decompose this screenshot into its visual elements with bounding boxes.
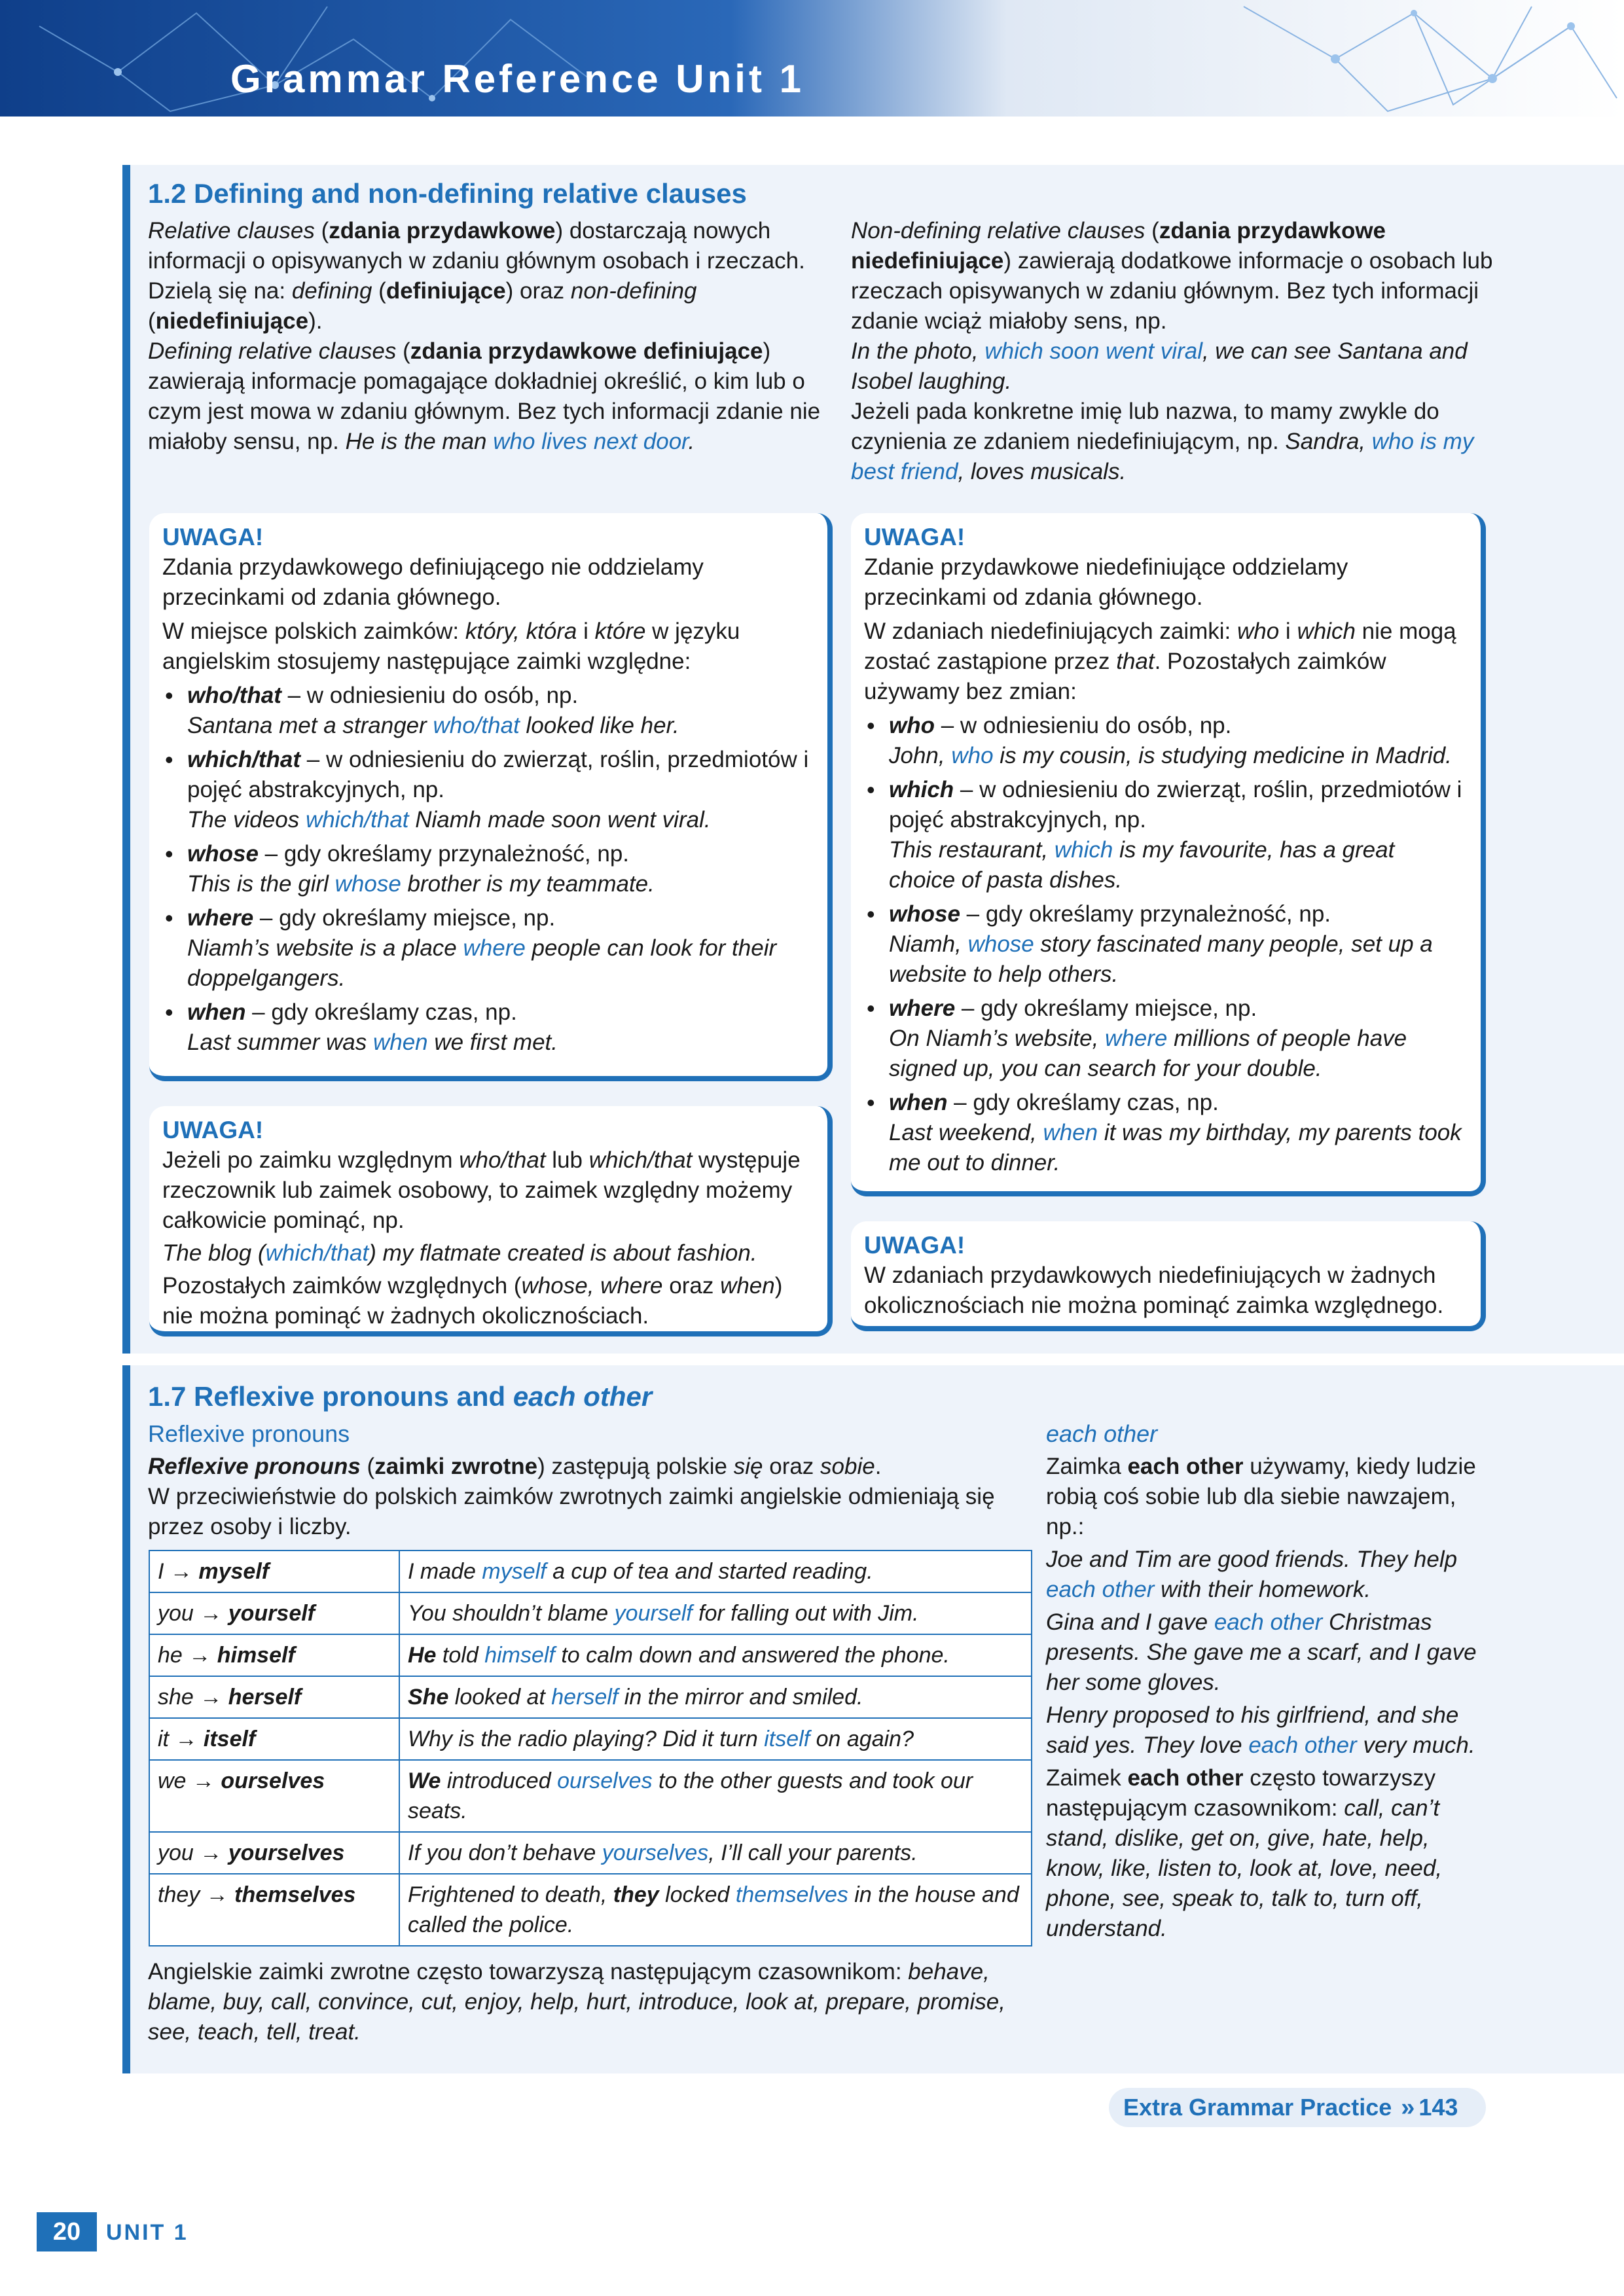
list-item: • when – gdy określamy czas, np. Last summer was when we first met. xyxy=(162,997,810,1058)
extra-practice-page: 143 xyxy=(1418,2094,1458,2121)
note-label: UWAGA! xyxy=(162,1117,264,1143)
table-row xyxy=(149,1718,1032,1760)
example-cell: He told himself to calm down and answered the phone. xyxy=(399,1634,1032,1676)
pronoun-cell: he → himself xyxy=(149,1634,399,1676)
double-chevron-right-icon: » xyxy=(1401,2093,1415,2121)
list-item: • who – w odniesieniu do osób, np. John, who is my cousin, is studying medicine in Madrid. xyxy=(864,711,1464,771)
intro-non-defining: Non-defining relative clauses (zdania przydawkowe niedefiniujące) zawierają dodatkowe informacje o osobach lub rzeczach opisywanych w zdaniu głównym. Bez tych informacji zdanie wciąż miałoby sens, np. In the photo, which soon went viral, we can see Santana and Isobel laughing. Jeżeli pada konkretne imię lub nazwa, to mamy zwykle do czynienia ze zdaniem niedefiniującym, np. Sandra, who is my best friend, loves musicals. xyxy=(851,218,1493,484)
example-cell: I made myself a cup of tea and started reading. xyxy=(399,1551,1032,1592)
list-item: • whose – gdy określamy przynależność, np. This is the girl whose brother is my teammate. xyxy=(162,839,810,899)
pronoun-cell: I → myself xyxy=(149,1551,399,1592)
extra-practice-label: Extra Grammar Practice xyxy=(1123,2094,1392,2121)
note-label: UWAGA! xyxy=(162,524,264,550)
list-item: • where – gdy określamy miejsce, np. Niamh’s website is a place where people can look for their doppelgangers. xyxy=(162,903,810,994)
table-row xyxy=(149,1592,1032,1634)
list-item: • who/that – w odniesieniu do osób, np. Santana met a stranger who/that looked like her. xyxy=(162,681,810,741)
unit-label: UNIT 1 xyxy=(106,2220,189,2245)
page-header xyxy=(0,0,1624,117)
subheading-reflexive: Reflexive pronouns xyxy=(148,1420,350,1447)
table-row xyxy=(149,1874,1032,1946)
example-cell: You shouldn’t blame yourself for falling out with Jim. xyxy=(399,1592,1032,1634)
note-box-no-omission: UWAGA! W zdaniach przydawkowych niedefiniujących w żadnych okolicznościach nie można pominąć zaimka względnego. xyxy=(851,1221,1486,1331)
example-cell: Frightened to death, they locked themselves in the house and called the police. xyxy=(399,1874,1032,1946)
example-cell: She looked at herself in the mirror and smiled. xyxy=(399,1676,1032,1718)
note-box-omission: UWAGA! Jeżeli po zaimku względnym who/that lub which/that występuje rzeczownik lub zaimek osobowy, to zaimek względny możemy całkowicie pominąć, np. The blog (which/that) my flatmate created is about fashion. Pozostałych zaimków względnych (whose, where oraz when) nie można pominąć w żadnych okolicznościach. xyxy=(149,1106,833,1336)
table-row xyxy=(149,1551,1032,1592)
pronoun-cell: we → ourselves xyxy=(149,1760,399,1832)
note-label: UWAGA! xyxy=(864,1232,965,1259)
pronoun-cell: you → yourselves xyxy=(149,1832,399,1874)
subheading-each-other: each other xyxy=(1046,1420,1158,1447)
note-box-defining: UWAGA! Zdania przydawkowego definiującego nie oddzielamy przecinkami od zdania głównego. W miejsce polskich zaimków: który, która i które w języku angielskim stosujemy następujące zaimki względne: • who/that – w odniesieniu do osób, np. Santana met a stranger who/that looked like her. • which/that – w odniesieniu do zwierząt, roślin, przedmiotów i pojęć abstrakcyjnych, np. The videos which/that Niamh made soon went viral. • whose – gdy określamy przynależność, np. This is the girl whose brother is my teammate. • where – gdy określamy miejsce, np. Niamh’s website is a place where people can look for their doppelgangers. • when – gdy określamy czas, np. Last summer was when we first met. xyxy=(149,513,833,1081)
table-row xyxy=(149,1676,1032,1718)
intro-relative-clauses: Relative clauses (zdania przydawkowe) dostarczają nowych informacji o opisywanych w zdaniu głównym osobach i rzeczach. Dzielą się na: defining (definiujące) oraz non-defining (niedefiniujące). Defining relative clauses (zdania przydawkowe definiujące) zawierają informacje pomagające dokładniej określić, o kim lub o czym jest mowa w zdaniu głównym. Bez tych informacji zdanie nie miałoby sensu, np. He is the man who lives next door. xyxy=(148,218,821,454)
reflexive-verbs: Angielskie zaimki zwrotne często towarzyszą następującym czasownikom: behave, blame, buy, call, convince, cut, enjoy, help, hurt, introduce, look at, prepare, promise, see, teach, tell, treat. xyxy=(148,1959,1005,2045)
table-row xyxy=(149,1634,1032,1676)
page-number: 20 xyxy=(37,2212,97,2251)
note-box-non-defining: UWAGA! Zdanie przydawkowe niedefiniujące oddzielamy przecinkami od zdania głównego. W zdaniach niedefiniujących zaimki: who i which nie mogą zostać zastąpione przez that. Pozostałych zaimków używamy bez zmian: • who – w odniesieniu do osób, np. John, who is my cousin, is studying medicine in Madrid. • which – w odniesieniu do zwierząt, roślin, przedmiotów i pojęć abstrakcyjnych, np. This restaurant, which is my favourite, has a great choice of pasta dishes. • whose – gdy określamy przynależność, np. Niamh, whose story fascinated many people, set up a website to help others. • where – gdy określamy miejsce, np. On Niamh’s website, where millions of people have signed up, you can search for your double. • when – gdy określamy czas, np. Last weekend, when it was my birthday, my parents took me out to dinner. xyxy=(851,513,1486,1196)
note-label: UWAGA! xyxy=(864,524,965,550)
reflexive-pronouns-table xyxy=(149,1550,1032,1946)
list-item: • which – w odniesieniu do zwierząt, roślin, przedmiotów i pojęć abstrakcyjnych, np. This restaurant, which is my favourite, has a great choice of pasta dishes. xyxy=(864,775,1464,895)
pronoun-cell: you → yourself xyxy=(149,1592,399,1634)
section-title-relative-clauses: 1.2 Defining and non-defining relative clauses xyxy=(148,178,747,209)
extra-grammar-practice-link[interactable] xyxy=(1109,2088,1486,2127)
each-other-text: Zaimka each other używamy, kiedy ludzie robią coś sobie lub dla siebie nawzajem, np.: Joe and Tim are good friends. They help each other with their homework. Gina and I gave each other Christmas presents. She gave me a scarf, and I gave her some gloves. Henry proposed to his girlfriend, and she said yes. They love each other very much. Zaimek each other często towarzyszy następującym czasownikom: call, can’t stand, dislike, get on, give, hate, help, know, like, listen to, look at, love, need, phone, see, speak to, talk to, turn off, understand. xyxy=(1046,1454,1477,1941)
example-cell: If you don’t behave yourselves, I’ll call your parents. xyxy=(399,1832,1032,1874)
pronoun-cell: she → herself xyxy=(149,1676,399,1718)
list-item: • whose – gdy określamy przynależność, np. Niamh, whose story fascinated many people, set up a website to help others. xyxy=(864,899,1464,990)
list-item: • when – gdy określamy czas, np. Last weekend, when it was my birthday, my parents took me out to dinner. xyxy=(864,1088,1464,1178)
table-row xyxy=(149,1760,1032,1832)
table-row xyxy=(149,1832,1032,1874)
list-item: • which/that – w odniesieniu do zwierząt, roślin, przedmiotów i pojęć abstrakcyjnych, np. The videos which/that Niamh made soon went viral. xyxy=(162,745,810,835)
pronoun-cell: it → itself xyxy=(149,1718,399,1760)
page-title: Grammar Reference Unit 1 xyxy=(230,57,804,101)
example-cell: Why is the radio playing? Did it turn itself on again? xyxy=(399,1718,1032,1760)
section-title-reflexive: 1.7 Reflexive pronouns and each other xyxy=(148,1381,653,1412)
list-item: • where – gdy określamy miejsce, np. On Niamh’s website, where millions of people have signed up, you can search for your double. xyxy=(864,994,1464,1084)
pronoun-cell: they → themselves xyxy=(149,1874,399,1946)
intro-reflexive: Reflexive pronouns (zaimki zwrotne) zastępują polskie się oraz sobie. W przeciwieństwie do polskich zaimków zwrotnych zaimki angielskie odmieniają się przez osoby i liczby. xyxy=(148,1454,995,1539)
example-cell: We introduced ourselves to the other guests and took our seats. xyxy=(399,1760,1032,1832)
